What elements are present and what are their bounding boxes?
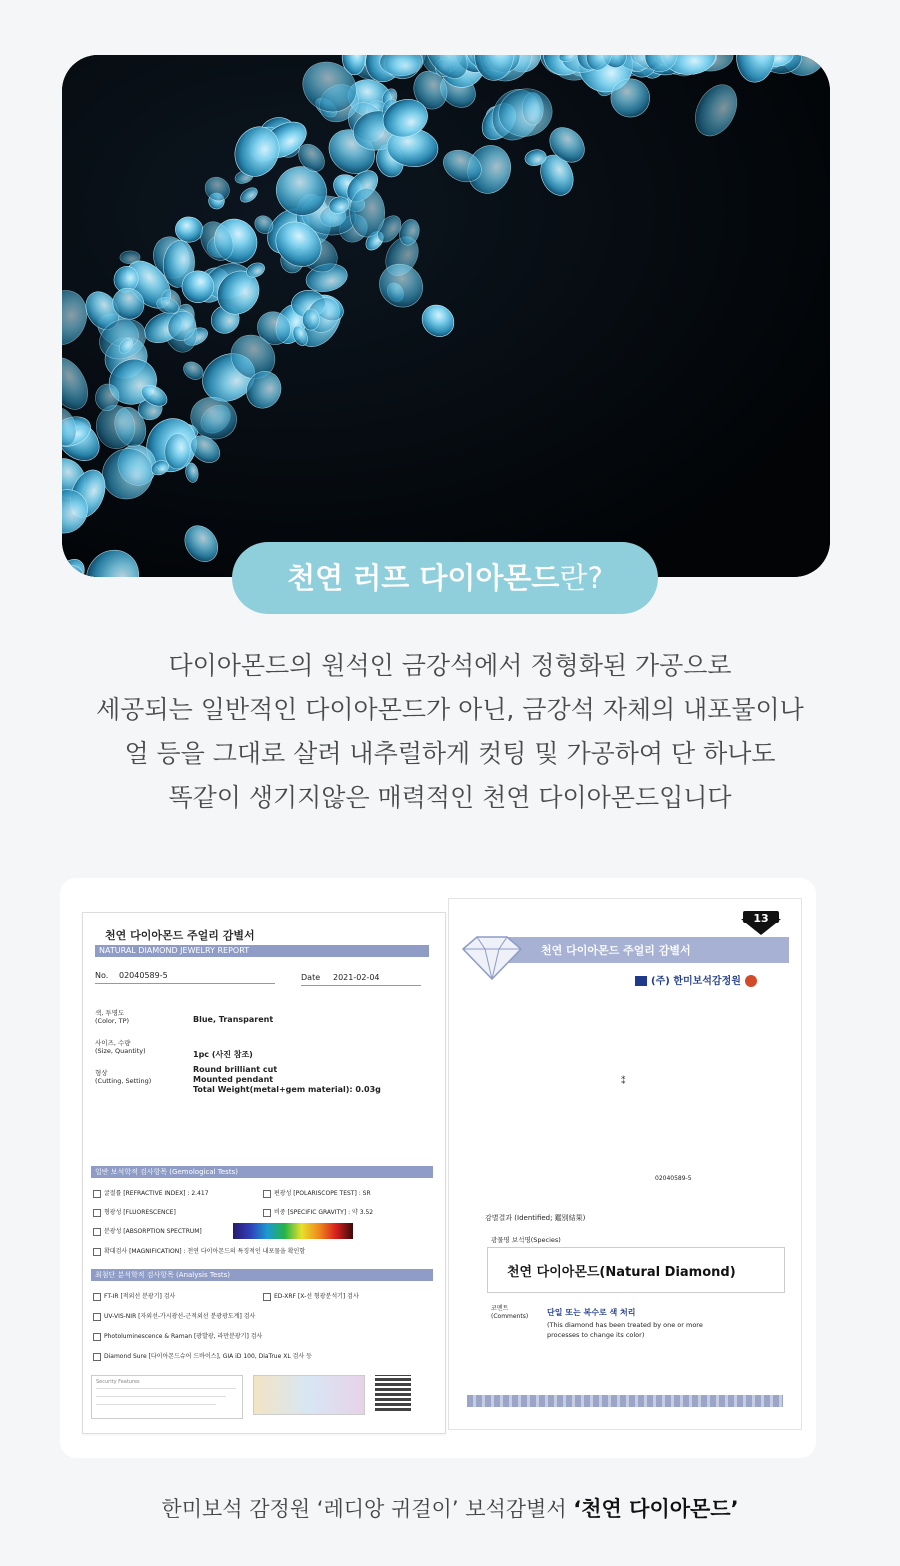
company-logo-icon (635, 976, 647, 986)
identified-label: 감별결과 (Identified; 鑑別結果) (485, 1214, 586, 1222)
checkbox-icon (93, 1228, 101, 1236)
gemstone (349, 188, 385, 238)
caption-plain: 한미보석 감정원 ‘레디앙 귀걸이’ 보석감별서 (161, 1497, 574, 1521)
checkbox-icon (93, 1248, 101, 1256)
species-label: 광물명 보석명(Species) (491, 1236, 561, 1244)
checkbox-icon (93, 1209, 101, 1217)
description-line: 다이아몬드의 원석인 금강석에서 정형화된 가공으로 (168, 651, 732, 680)
gem-test-item: 편광성 [POLARISCOPE TEST] : SR (263, 1188, 371, 1198)
gemstone (120, 251, 140, 264)
checkbox-icon (93, 1333, 101, 1341)
hologram-strip (253, 1375, 365, 1415)
security-label: Security Features (96, 1379, 140, 1385)
diamond-outline-icon (455, 931, 529, 983)
field-value-size: 1pc (사진 참조) (193, 1050, 253, 1059)
security-features-box (91, 1375, 243, 1419)
analysis-tests-header: 최첨단 분석학적 검사항목 (Analysis Tests) (91, 1269, 433, 1281)
analysis-test-item: ED-XRF [X-선 형광분석기] 검사 (263, 1291, 359, 1301)
checkbox-icon (263, 1209, 271, 1217)
absorption-spectrum (233, 1223, 353, 1239)
divider (95, 983, 275, 984)
caption-bold: ‘천연 다이아몬드’ (573, 1497, 739, 1521)
report-title-en: NATURAL DIAMOND JEWELRY REPORT (95, 945, 429, 957)
field-label: 색, 투명도 (Color, TP) (95, 1009, 130, 1025)
checkbox-icon (263, 1293, 271, 1301)
analysis-test-item: UV-VIS-NIR [자외선-가시광선-근적외선 분광광도계] 검사 (93, 1311, 255, 1321)
result-text: 천연 다이아몬드(Natural Diamond) (507, 1265, 736, 1280)
analysis-test-item: Diamond Sure [다이아몬드슈어 드바이스], GIA iD 100, DiaTrue XL 검사 등 (93, 1351, 312, 1361)
field-label: 사이즈, 수량 (Size, Quantity) (95, 1039, 146, 1055)
right-title-ko: 천연 다이아몬드 주얼리 감별서 (541, 944, 691, 957)
field-label: 형상 (Cutting, Setting) (95, 1069, 152, 1085)
gem-tests-header: 일반 보석학적 검사항목 (Gemological Tests) (91, 1166, 433, 1178)
hero-gemstones-photo (62, 55, 830, 577)
comment-ko: 단일 또는 복수로 색 처리 (547, 1308, 636, 1317)
report-no-label: No. (95, 971, 109, 980)
section-title-bold: 천연 러프 다이아몬드 (287, 561, 560, 595)
description-line: 세공되는 일반적인 다이아몬드가 아닌, 금강석 자체의 내포물이나 (96, 695, 804, 724)
section-title-tail: 란? (559, 561, 603, 595)
footer-address-strip (467, 1395, 783, 1407)
comment-en: (This diamond has been treated by one or more processes to change its color) (547, 1321, 703, 1339)
section-title-pill (232, 542, 658, 614)
field-value-color: Blue, Transparent (193, 1015, 274, 1024)
seal-stamp (745, 975, 757, 987)
field-value-cutting: Round brilliant cut Mounted pendant Total Weight(metal+gem material): 0.03g (193, 1065, 381, 1094)
gemstone (302, 309, 319, 330)
checkbox-icon (93, 1313, 101, 1321)
gem-test-item: 분광성 [ABSORPTION SPECTRUM] (93, 1226, 202, 1236)
right-report-no: 02040589-5 (655, 1175, 692, 1182)
report-left-page (82, 912, 446, 1434)
description (40, 644, 860, 820)
analysis-test-item: Photoluminescence & Raman [광발광, 라만분광기] 검사 (93, 1331, 262, 1341)
blue-gemstones-image (62, 55, 830, 577)
report-title-ko: 천연 다이아몬드 주얼리 감별서 (105, 929, 255, 942)
divider (301, 985, 421, 986)
gem-test-item: 형광성 [FLUORESCENCE] (93, 1207, 176, 1217)
qr-code-icon (375, 1375, 411, 1411)
comment-label: 코멘트 (Comments) (491, 1305, 529, 1320)
checkbox-icon (93, 1353, 101, 1361)
description-line: 얼 등을 그대로 살려 내추럴하게 컷팅 및 가공하여 단 하나도 (124, 739, 776, 768)
certificate-caption (0, 1493, 900, 1523)
description-line: 똑같이 생기지않은 매력적인 천연 다이아몬드입니다 (168, 783, 732, 812)
checkbox-icon (93, 1293, 101, 1301)
gem-test-item: 굴절률 [REFRACTIVE INDEX] : 2.417 (93, 1188, 209, 1198)
page-number-badge (739, 907, 783, 937)
gem-test-item: 확대검사 [MAGNIFICATION] : 천연 다이아몬드의 특징적인 내포물을 확인함 (93, 1246, 305, 1256)
report-date-label: Date (301, 973, 321, 982)
company-name: (주) 한미보석감정원 (635, 972, 757, 987)
report-no-value: 02040589-5 (119, 971, 168, 980)
page-number: 13 (753, 912, 769, 925)
gem-test-item: 비중 [SPECIFIC GRAVITY] : 약 3.52 (263, 1207, 373, 1217)
checkbox-icon (263, 1190, 271, 1198)
analysis-test-item: FT-IR [적외선 분광기] 검사 (93, 1291, 175, 1301)
report-date-value: 2021-02-04 (333, 973, 380, 982)
specimen-mark: ⁑ (621, 1077, 626, 1087)
report-right-page (448, 898, 802, 1430)
checkbox-icon (93, 1190, 101, 1198)
